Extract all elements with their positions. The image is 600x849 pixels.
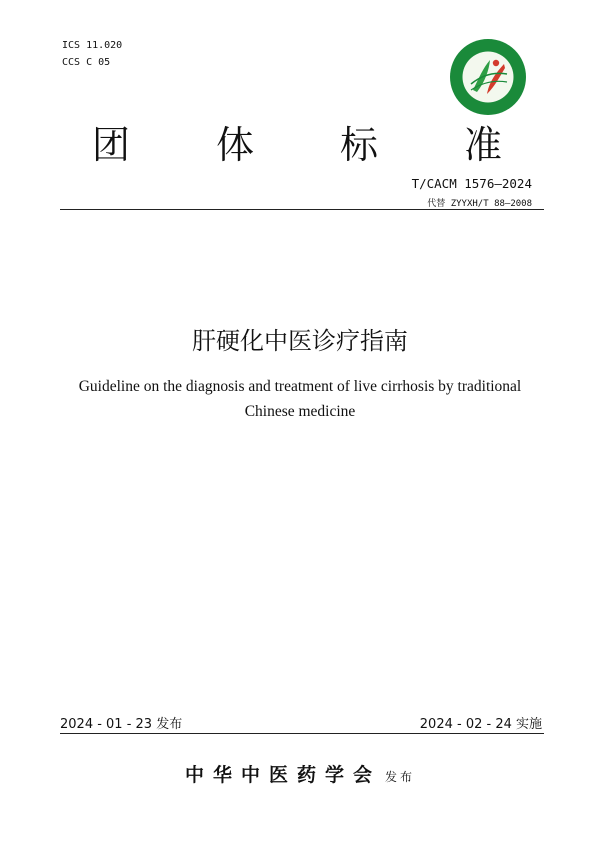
standard-type-char: 团 — [92, 122, 131, 167]
association-logo-icon — [449, 38, 527, 116]
standard-type-char: 体 — [215, 122, 254, 167]
implement-date: 2024 - 02 - 24 实施 — [419, 717, 542, 732]
ics-code: ICS 11.020 — [62, 40, 123, 51]
classification-codes — [62, 37, 122, 71]
publisher-suffix: 发布 — [385, 770, 416, 784]
title-chinese: 肝硬化中医诊疗指南 — [192, 327, 408, 355]
standard-type-char: 标 — [339, 122, 378, 167]
footer-divider — [60, 733, 544, 734]
issue-date: 2024 - 01 - 23 发布 — [60, 717, 183, 732]
replaces-code: 代替 ZYYXH/T 88—2008 — [427, 199, 532, 209]
publisher-org: 中华中医药学会 — [184, 764, 381, 786]
title-english: Guideline on the diagnosis and treatment of live cirrhosis by traditional Chinese medicine — [78, 378, 522, 420]
standard-type-heading — [92, 116, 502, 166]
standard-code: T/CACM 1576—2024 — [411, 176, 532, 191]
header-divider — [60, 209, 544, 210]
standard-type-char: 准 — [463, 122, 502, 167]
ccs-code: CCS C 05 — [62, 57, 111, 68]
publisher-line — [0, 760, 600, 787]
